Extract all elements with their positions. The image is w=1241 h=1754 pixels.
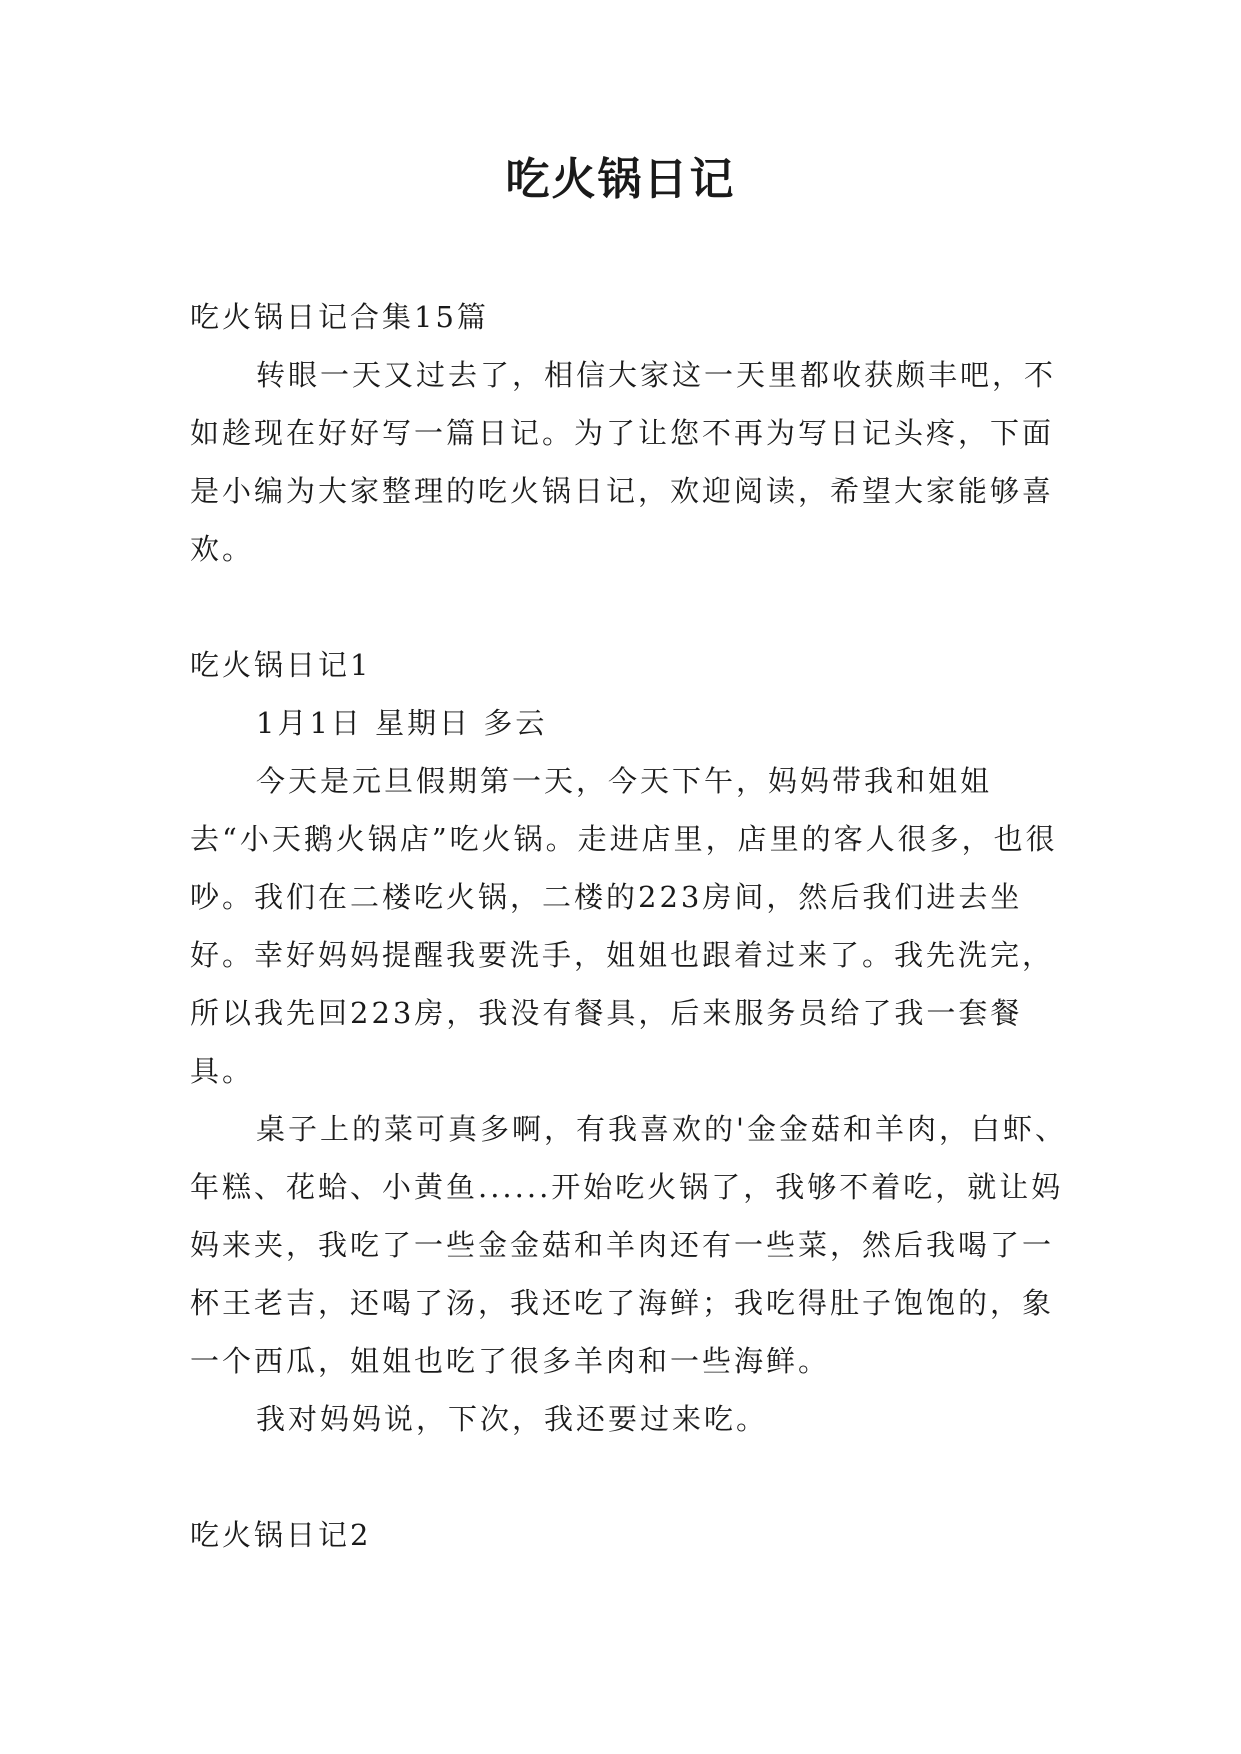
intro-paragraph: 转眼一天又过去了，相信大家这一天里都收获颇丰吧，不如趁现在好好写一篇日记。为了让您不再为写日记头疼，下面是小编为大家整理的吃火锅日记，欢迎阅读，希望大家能够喜欢。: [190, 358, 1057, 566]
spacer: [190, 1448, 1070, 1506]
entry-heading: 吃火锅日记1: [190, 648, 372, 682]
spacer: [190, 578, 1070, 636]
document-title: 吃火锅日记: [505, 154, 736, 205]
entry-heading: 吃火锅日记2: [190, 1518, 372, 1552]
collection-subtitle: 吃火锅日记合集15篇: [190, 300, 489, 334]
entry-paragraph: 桌子上的菜可真多啊，有我喜欢的'金金菇和羊肉，白虾、年糕、花蛤、小黄鱼......开始吃火锅了，我够不着吃，就让妈妈来夹，我吃了一些金金菇和羊肉还有一些菜，然后我喝了一杯王老吉，还喝了汤，我还吃了海鲜；我吃得肚子饱饱的，象一个西瓜，姐姐也吃了很多羊肉和一些海鲜。: [190, 1112, 1067, 1378]
entry-paragraph: 今天是元旦假期第一天，今天下午，妈妈带我和姐姐去“小天鹅火锅店”吃火锅。走进店里，店里的客人很多，也很吵。我们在二楼吃火锅，二楼的223房间，然后我们进去坐好。幸好妈妈提醒我要洗手，姐姐也跟着过来了。我先洗完，所以我先回223房，我没有餐具，后来服务员给了我一套餐具。: [190, 764, 1058, 1088]
document-body: [190, 288, 1070, 1564]
entry-date-line: 1月1日 星期日 多云: [256, 706, 548, 740]
entry-paragraph: 我对妈妈说，下次，我还要过来吃。: [256, 1402, 769, 1436]
